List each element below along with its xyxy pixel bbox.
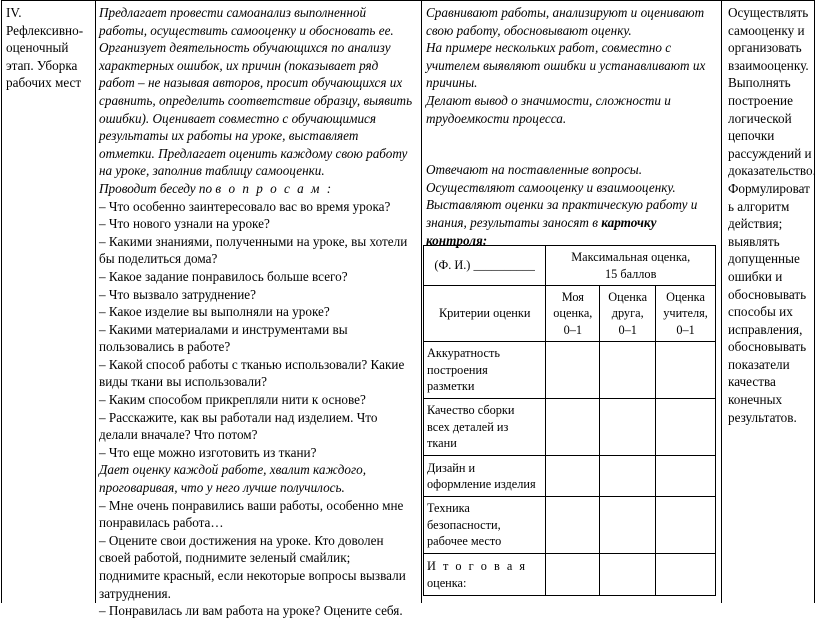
criterion-line: всех деталей из [427, 419, 509, 434]
table-right-border [814, 0, 815, 603]
criterion-line: разметки [427, 379, 475, 394]
table-row [424, 456, 716, 497]
column-divider-1 [95, 0, 96, 603]
criterion-cell [424, 456, 546, 497]
closing-line: своей работой, поднимите зеленый смайлик; [99, 550, 351, 566]
activity-line: Формулироват [728, 180, 810, 196]
question-line: – Что вызвало затруднение? [99, 286, 256, 302]
question-line: виды ткани вы использовали? [99, 374, 267, 390]
activity-line: самооценку и [728, 22, 805, 38]
table-left-border [1, 0, 2, 603]
score-cell[interactable] [600, 554, 656, 596]
activity-line: ошибки и [728, 268, 783, 284]
question-line: – Расскажите, как вы работали над изделием. Что [99, 409, 378, 425]
score-cell[interactable] [600, 497, 656, 554]
score-cell[interactable] [546, 554, 600, 596]
activity-line: обосновывать [728, 286, 807, 302]
student-line: Отвечают на поставленные вопросы. [426, 162, 643, 178]
stage-cell [6, 4, 94, 92]
intro-line: на уроке, заполнив таблицу самооценки. [99, 163, 325, 179]
criterion-line: построения [427, 362, 488, 377]
closing-line: затруднения. [99, 585, 171, 601]
header-line: оценка, [553, 306, 593, 321]
student-line: учителем выявляют ошибки и устанавливают их [426, 57, 706, 73]
stage-line: IV. [6, 5, 22, 20]
intro-line: сравнить, определить соответствие образцу, выявить [99, 92, 413, 108]
activity-line: доказательство. [728, 163, 816, 179]
own-score-header [546, 286, 600, 342]
score-cell[interactable] [656, 399, 716, 456]
table-row [424, 342, 716, 399]
spacer [426, 127, 722, 161]
control-card [423, 245, 716, 603]
student-activity-cell [426, 4, 722, 249]
max-score-line: 15 баллов [604, 266, 657, 281]
header-line: 0–1 [618, 322, 637, 337]
assessment-text [99, 461, 421, 496]
score-cell[interactable] [656, 456, 716, 497]
activity-line: конечных [728, 392, 783, 408]
intro-line: Предлагает провести самоанализ выполненной [99, 5, 367, 20]
criterion-cell [424, 497, 546, 554]
control-card-label: карточку [601, 214, 657, 230]
criterion-line: Дизайн и [427, 460, 476, 475]
criterion-cell [424, 399, 546, 456]
intro-line: Организует деятельность обучающихся по анализу [99, 40, 391, 56]
activity-line: качества [728, 374, 776, 390]
question-line: бы поделиться дома? [99, 251, 218, 267]
max-score-line: Максимальная оценка, [571, 250, 691, 264]
table-row [424, 554, 716, 596]
student-line: Выставляют оценки за практическую работу и [426, 197, 698, 213]
score-cell[interactable] [656, 342, 716, 399]
header-line: 0–1 [563, 322, 583, 337]
assessment-line: проговаривая, что у него лучше получилось. [99, 480, 345, 496]
question-line: – Что еще можно изготовить из ткани? [99, 444, 317, 460]
activity-line: показатели [728, 356, 790, 372]
closing-line: – Оцените свои достижения на уроке. Кто доволен [99, 532, 384, 548]
teacher-score-header [656, 286, 716, 342]
intro-line: ошибки). Оценивает совместно с обучающимися [99, 110, 377, 126]
score-cell[interactable] [546, 399, 600, 456]
activity-line: выявлять [728, 233, 780, 249]
stage-line: Рефлексивно- [6, 22, 84, 38]
name-field-label: (Ф. И.) __________ [424, 246, 546, 286]
criterion-line: безопасности, [427, 517, 501, 532]
intro-line: отметки. Предлагает оценить каждому свою работу [99, 145, 408, 161]
question-line: – Какое изделие вы выполняли на уроке? [99, 304, 330, 320]
activity-line: логической [728, 110, 792, 126]
score-cell[interactable] [546, 456, 600, 497]
activity-line: обосновывать [728, 339, 807, 355]
criterion-line: ткани [427, 436, 457, 451]
control-card-table [423, 245, 716, 596]
criterion-line: рабочее место [427, 534, 502, 549]
score-cell[interactable] [656, 497, 716, 554]
header-line: 0–1 [676, 322, 695, 337]
activity-line: взаимооценку. [728, 57, 809, 73]
closing-line: – Мне очень понравились ваши работы, особенно мне [99, 497, 404, 513]
criterion-line: оформление изделия [427, 477, 536, 491]
activity-line: способы их [728, 304, 793, 320]
activity-line: ь алгоритм [728, 198, 790, 214]
criterion-cell [424, 342, 546, 399]
question-line: – Что нового узнали на уроке? [99, 216, 270, 232]
student-line [426, 214, 722, 232]
question-line: – Какое задание понравилось больше всего? [99, 268, 348, 284]
score-cell[interactable] [600, 342, 656, 399]
header-line: Моя [561, 289, 584, 304]
activity-line: исправления, [728, 321, 803, 337]
question-list [99, 198, 421, 462]
activity-line: построение [728, 92, 793, 108]
header-line: друга, [611, 306, 644, 321]
header-line: Оценка [608, 289, 648, 304]
closing-text [99, 497, 421, 620]
student-line: Осуществляют самооценку и взаимооценку. [426, 179, 676, 195]
score-cell[interactable] [546, 342, 600, 399]
conversation-word: в о п р о с а м : [215, 180, 334, 196]
activity-line: организовать [728, 40, 802, 56]
header-line: учителя, [663, 306, 708, 321]
student-line: свою работу, обосновывают оценку. [426, 22, 632, 38]
question-line: делали вначале? Что потом? [99, 427, 258, 443]
intro-line: характерных ошибок, их причин (показывает ряд [99, 57, 379, 73]
student-line-text: знания, результаты заносят в [426, 214, 598, 230]
closing-line: – Понравилась ли вам работа на уроке? Оцените себя. [99, 603, 403, 619]
student-line: Делают вывод о значимости, сложности и [426, 92, 671, 108]
question-line: – Что особенно заинтересовало вас во время урока? [99, 198, 391, 214]
question-line: пользовались в работе? [99, 339, 231, 355]
table-row [424, 497, 716, 554]
table-top-border [1, 0, 814, 1]
score-cell[interactable] [600, 399, 656, 456]
teacher-intro [99, 4, 421, 198]
question-line: – Какой способ работы с тканью использовали? Какие [99, 356, 405, 372]
assessment-line: Дает оценку каждой работе, хвалит каждого, [99, 462, 367, 478]
activity-line: действия; [728, 216, 783, 232]
score-cell[interactable] [546, 497, 600, 554]
activity-line: Выполнять [728, 75, 791, 91]
criteria-header: Критерии оценки [424, 286, 546, 342]
score-cell[interactable] [600, 456, 656, 497]
activity-line: допущенные [728, 251, 800, 267]
header-line: Оценка [666, 289, 705, 304]
learning-activities-cell [728, 4, 814, 426]
student-line: На примере нескольких работ, совместно с [426, 40, 672, 56]
table-row [424, 399, 716, 456]
intro-line: результаты их работы на уроке, выставляет [99, 128, 359, 144]
student-line: трудоемкости процесса. [426, 110, 567, 126]
activity-line: Осуществлять [728, 5, 809, 20]
closing-line: поднимите красный, если некоторые вопросы вызвали [99, 568, 406, 583]
criterion-line: Техника [427, 501, 470, 516]
score-cell[interactable] [656, 554, 716, 596]
question-line: – Какими знаниями, полученными на уроке, вы хотели [99, 233, 408, 249]
friend-score-header [600, 286, 656, 342]
criterion-line: Качество сборки [427, 403, 515, 418]
activity-line: рассуждений и [728, 145, 812, 161]
closing-line: понравилась работа… [99, 515, 224, 531]
stage-line: оценочный [6, 40, 69, 56]
conversation-prefix: Проводит беседу по [99, 180, 213, 196]
stage-line: рабочих мест [6, 75, 82, 91]
question-line: – Каким способом прикрепляли нити к основе? [99, 392, 366, 408]
total-label-cell [424, 554, 546, 596]
student-line: Сравнивают работы, анализируют и оценивают [426, 5, 705, 20]
stage-line: этап. Уборка [6, 57, 78, 73]
max-score-header [546, 246, 716, 286]
activity-line: цепочки [728, 128, 775, 144]
teacher-activity-cell [99, 4, 421, 620]
question-line: – Какими материалами и инструментами вы [99, 321, 348, 337]
student-line: причины. [426, 75, 478, 91]
table-row [424, 286, 716, 342]
conversation-heading [99, 180, 421, 198]
intro-line: работ – не называя авторов, просит обучающихся их [99, 75, 403, 91]
total-label: оценка: [427, 575, 467, 590]
total-label: И т о г о в а я [427, 559, 528, 573]
control-card-label-2: контроля: [426, 232, 488, 248]
criterion-line: Аккуратность [427, 346, 500, 361]
table-row [424, 246, 716, 286]
column-divider-2 [421, 0, 422, 603]
intro-line: работы, осуществить самооценку и обосновать ее. [99, 22, 394, 38]
activity-line: результатов. [728, 409, 797, 425]
